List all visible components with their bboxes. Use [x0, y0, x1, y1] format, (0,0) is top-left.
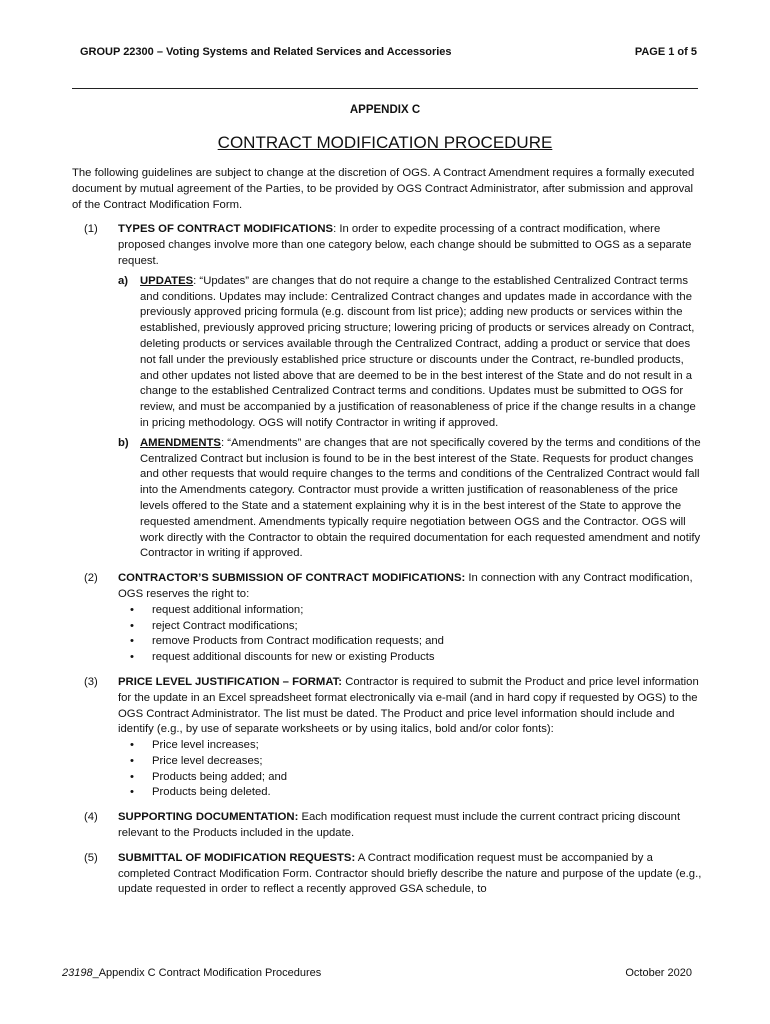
rights-list: [118, 603, 702, 666]
header-page-number: PAGE 1 of 5: [634, 46, 697, 58]
footer-date: October 2020: [625, 967, 692, 979]
footer-document-number: 23198: [62, 967, 93, 979]
list-item: [130, 770, 702, 786]
price-level-list: [118, 738, 702, 801]
subsection-amendments: [118, 436, 702, 562]
list-item-text: request additional discounts for new or existing Products: [152, 651, 435, 664]
subsection-updates: [118, 274, 702, 432]
list-item-text: Price level increases;: [152, 739, 259, 752]
section-text: A Contract modification request must be accompanied by a completed Contract Modification Form. Contractor should briefly describe the nature and purpose of the update (e.g., update requested in order to reflect a recently approved GSA schedule, to: [118, 851, 702, 896]
bullet-icon: •: [130, 739, 134, 752]
footer-document-name: [62, 967, 321, 979]
list-item: [130, 738, 702, 754]
section-number: (2): [84, 572, 98, 585]
subsection-heading: AMENDMENTS: [140, 436, 221, 449]
list-item-text: reject Contract modifications;: [152, 619, 298, 632]
section-3-paragraph: [118, 675, 702, 738]
subsection-amendments-paragraph: [140, 436, 702, 562]
section-text: Contractor is required to submit the Product and price level information for the update in an Excel spreadsheet format electronically via e-mail (and in hard copy if requested by OGS) to the OGS Contract Administrator. The list must be dated. The Product and price level information should include and identify (e.g., by use of separate worksheets or by using italics, bold and/or color fonts):: [118, 675, 699, 736]
section-3: [72, 675, 702, 801]
section-2-paragraph: [118, 571, 702, 603]
subsection-letter: a): [118, 274, 129, 287]
appendix-label: APPENDIX C: [349, 104, 421, 116]
section-heading: CONTRACTOR’S SUBMISSION OF CONTRACT MODIFICATIONS:: [118, 572, 466, 585]
list-item: [130, 754, 702, 770]
list-item-text: remove Products from Contract modification requests; and: [152, 635, 444, 648]
section-number: (4): [84, 811, 98, 824]
bullet-icon: •: [130, 770, 134, 783]
section-4-paragraph: [118, 810, 702, 842]
intro-paragraph: The following guidelines are subject to change at the discretion of OGS. A Contract Amendment requires a formally executed document by mutual agreement of the Parties, to be provided by OGS Contract Administrator, after submission and approval of the Contract Modification Form.: [72, 167, 695, 211]
bullet-icon: •: [130, 635, 134, 648]
list-item: [130, 634, 702, 650]
section-5-paragraph: [118, 851, 702, 898]
document-body: [72, 166, 702, 907]
bullet-icon: •: [130, 651, 134, 664]
section-number: (3): [84, 675, 98, 688]
bullet-icon: •: [130, 603, 134, 616]
footer-document-title: _Appendix C Contract Modification Procedures: [92, 967, 322, 979]
list-item: [130, 650, 702, 666]
bullet-icon: •: [130, 786, 134, 799]
section-1: [72, 222, 702, 562]
section-5: [72, 851, 702, 898]
list-item: [130, 603, 702, 619]
section-4: [72, 810, 702, 842]
list-item-text: Price level decreases;: [152, 754, 263, 767]
section-text: In connection with any Contract modification, OGS reserves the right to:: [118, 572, 693, 600]
header-rule: [72, 88, 698, 89]
section-heading: SUPPORTING DOCUMENTATION:: [118, 811, 299, 824]
section-heading: SUBMITTAL OF MODIFICATION REQUESTS:: [118, 851, 356, 864]
list-item-text: request additional information;: [152, 603, 304, 616]
section-number: (1): [84, 223, 98, 236]
subsection-updates-paragraph: [140, 274, 702, 432]
section-heading: TYPES OF CONTRACT MODIFICATIONS: [118, 223, 334, 236]
page-header: [80, 46, 697, 62]
subsection-text: : “Amendments” are changes that are not specifically covered by the terms and conditions of the Centralized Contract but inclusion is found to be in the best interest of the State. Requests for product changes and other requests that would require changes to the terms and conditions of the Centralized Contract would fall into the Amendments category. Contractor must provide a written justification of reasonableness of the price levels offered to the State and a statement explaining why it is in the best interest of the State to approve the requested amendment. Amendments typically require negotiation between OGS and the Contractor. OGS will work directly with the Contractor to obtain the required documentation for each requested amendment and notify Contractor in writing if approved.: [140, 436, 701, 560]
bullet-icon: •: [130, 754, 134, 767]
section-text: Each modification request must include the current contract pricing discount relevant to the Products included in the update.: [118, 811, 681, 840]
header-group-title: GROUP 22300 – Voting Systems and Related Services and Accessories: [80, 46, 452, 58]
section-1-paragraph: [118, 222, 702, 269]
section-number: (5): [84, 851, 98, 864]
section-heading: PRICE LEVEL JUSTIFICATION – FORMAT:: [118, 675, 343, 688]
list-item-text: Products being deleted.: [152, 786, 271, 799]
subsection-heading: UPDATES: [140, 274, 194, 287]
subsection-letter: b): [118, 436, 129, 449]
list-item: [130, 785, 702, 801]
heading-colon: :: [333, 223, 337, 236]
subsection-text: : “Updates” are changes that do not require a change to the established Centralized Contract terms and conditions. Updates may include: Centralized Contract changes and updates made in accordance with the previously approved pricing formula (e.g. discount from list price); adding new products or services within the established, previously approved pricing structure; lowering pricing of products or services already on Contract, deleting products or services available through the Centralized Contract, adding a product or service that does not fall under the previously established price structure or discounts under the Contract, re-bundled products, and other updates not listed above that are deemed to be in the best interest of the State and do not result in a change to the established Centralized Contract terms and conditions. Updates must be submitted to OGS for review, and must be accompanied by a justification of reasonableness of price if the change results in a change in pricing methodology. OGS will notify Contractor in writing if approved.: [140, 274, 696, 429]
bullet-icon: •: [130, 619, 134, 632]
list-item: [130, 619, 702, 635]
list-item-text: Products being added; and: [152, 770, 288, 783]
document-title: CONTRACT MODIFICATION PROCEDURE: [217, 133, 553, 152]
section-text: In order to expedite processing of a contract modification, where proposed changes involve more than one category below, each change should be submitted to OGS as a separate request.: [118, 223, 692, 267]
section-2: [72, 571, 702, 666]
